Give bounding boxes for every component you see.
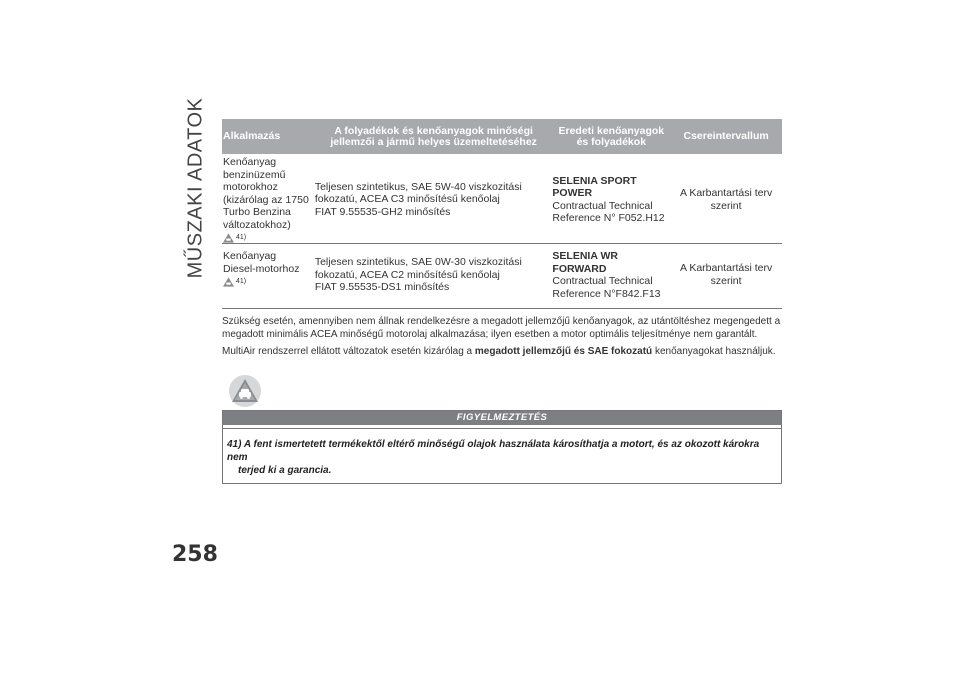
- row-product: SELENIA SPORT POWER Contractual Technical Reference N° F052.H12: [552, 174, 665, 224]
- table-row: [222, 244, 782, 309]
- row-interval: A Karbantartási terv szerint: [679, 187, 773, 212]
- row-application: Kenőanyag Diesel-motorhoz 41): [222, 250, 315, 308]
- warning-title: FIGYELMEZTETÉS: [223, 411, 781, 425]
- row-product: SELENIA WR FORWARD Contractual Technical Reference N°F842.F13: [552, 250, 661, 300]
- footnote-ref[interactable]: [223, 276, 315, 289]
- footnote-number: 41): [236, 278, 247, 285]
- section-side-title: [182, 97, 210, 279]
- side-title-text: MŰSZAKI ADATOK: [184, 97, 207, 279]
- car-warning-icon: [223, 277, 234, 287]
- table-header: [222, 119, 782, 154]
- note-paragraph-1: Szükség esetén, amennyiben nem állnak rendelkezésre a megadott jellemzőjű kenőanyagok, az utántöltéshez megengedett a megadott minimális ACEA minőségű motorolaj alkalmazása; ilyen esetben a motor optimális teljesítménye nem garantált.: [222, 316, 781, 340]
- row-spec: Teljesen szintetikus, SAE 5W-40 viszkozitási fokozatú, ACEA C3 minősítésű kenőolaj FIAT 9.55535-GH2 minősítés: [314, 180, 522, 218]
- row-interval: A Karbantartási terv szerint: [679, 262, 773, 287]
- page-content: [222, 119, 782, 484]
- header-original-lubricants: Eredeti kenőanyagok és folyadékok: [558, 124, 665, 148]
- footnote-number: 41): [236, 234, 247, 241]
- table-row: [222, 154, 782, 244]
- warning-box: [222, 410, 782, 484]
- footnote-ref[interactable]: [223, 232, 315, 245]
- page-number: 258: [172, 542, 218, 567]
- car-warning-icon: [223, 233, 234, 243]
- row-spec: Teljesen szintetikus, SAE 0W-30 viszkozitási fokozatú, ACEA C2 minősítésű kenőolaj FIAT 9.55535-DS1 minősítés: [314, 256, 522, 293]
- row-application: Kenőanyag benzinüzemű motorokhoz (kizárólag az 1750 Turbo Benzina változatokhoz) 41): [222, 156, 315, 243]
- warning-text: 41) A fent ismertetett termékektől eltérő minőségű olajok használata károsíthatja a motort, és az okozott károkra nem terjed ki a garancia.: [227, 439, 760, 476]
- header-interval: Csereintervallum: [683, 130, 769, 142]
- note-paragraph-2: MultiAir rendszerrel ellátott változatok esetén kizárólag a megadott jellemzőjű és SAE fokozatú kenőanyagokat használjuk.: [222, 346, 776, 357]
- car-warning-icon: [229, 375, 261, 407]
- header-quality: A folyadékok és kenőanyagok minőségi jellemzői a jármű helyes üzemeltetéséhez: [330, 124, 537, 148]
- header-application: Alkalmazás: [223, 130, 281, 142]
